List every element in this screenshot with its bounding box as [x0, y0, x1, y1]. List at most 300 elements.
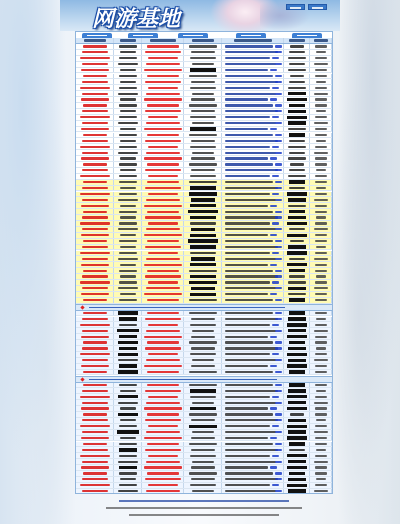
description-cell	[222, 364, 284, 369]
server-name-cell[interactable]	[76, 477, 114, 482]
detail-link-cell[interactable]	[310, 388, 332, 393]
contact-cell	[284, 311, 310, 316]
description-link-ink[interactable]	[270, 128, 277, 130]
cell-text-ink	[315, 75, 328, 77]
server-name-cell[interactable]	[76, 447, 114, 452]
server-name-cell[interactable]	[76, 370, 114, 375]
server-name-cell[interactable]	[76, 280, 114, 285]
detail-link-cell[interactable]	[310, 245, 332, 250]
description-link-ink[interactable]	[270, 69, 277, 71]
detail-link-cell[interactable]	[310, 383, 332, 388]
detail-link-cell[interactable]	[310, 346, 332, 351]
server-name-cell[interactable]	[76, 85, 114, 90]
detail-link-cell[interactable]	[310, 192, 332, 197]
detail-link-cell[interactable]	[310, 91, 332, 96]
server-name-cell[interactable]	[76, 394, 114, 399]
description-link-ink[interactable]	[270, 98, 277, 100]
description-link-ink[interactable]	[275, 104, 282, 106]
server-name-cell[interactable]	[76, 251, 114, 256]
detail-link-cell[interactable]	[310, 400, 332, 405]
server-name-cell[interactable]	[76, 97, 114, 102]
server-name-cell[interactable]	[76, 162, 114, 167]
cell-text-ink	[82, 187, 109, 189]
cell-text-ink	[225, 330, 276, 332]
server-name-cell[interactable]	[76, 317, 114, 322]
server-name-cell[interactable]	[76, 245, 114, 250]
description-link-ink[interactable]	[272, 146, 279, 148]
server-name-cell[interactable]	[76, 334, 114, 339]
detail-link-cell[interactable]	[310, 256, 332, 261]
cell-text-ink	[225, 211, 273, 213]
description-cell	[222, 442, 284, 447]
description-link-ink[interactable]	[275, 270, 282, 272]
detail-link-cell[interactable]	[310, 62, 332, 67]
server-line-cell	[114, 74, 142, 79]
server-name-cell[interactable]	[76, 358, 114, 363]
detail-link-cell[interactable]	[310, 436, 332, 441]
description-link-ink[interactable]	[272, 116, 279, 118]
description-link-ink[interactable]	[275, 181, 282, 183]
cell-text-ink	[192, 461, 214, 463]
server-name-cell[interactable]	[76, 215, 114, 220]
contact-cell	[284, 115, 310, 120]
open-time-cell	[142, 44, 184, 49]
detail-link-cell[interactable]	[310, 358, 332, 363]
cell-text-ink	[316, 419, 327, 421]
detail-link-cell[interactable]	[310, 406, 332, 411]
cell-text-ink	[81, 69, 109, 71]
description-link-ink[interactable]	[275, 187, 282, 189]
detail-link-cell[interactable]	[310, 150, 332, 155]
description-link-ink[interactable]	[270, 234, 277, 236]
server-name-cell[interactable]	[76, 79, 114, 84]
description-link-ink[interactable]	[275, 240, 282, 242]
description-link-ink[interactable]	[275, 51, 282, 53]
cell-text-ink	[148, 353, 178, 355]
description-link-ink[interactable]	[275, 461, 282, 463]
detail-link-cell[interactable]	[310, 115, 332, 120]
description-link-ink[interactable]	[275, 419, 282, 421]
description-link-ink[interactable]	[270, 264, 277, 266]
detail-link-cell[interactable]	[310, 79, 332, 84]
description-link-ink[interactable]	[275, 330, 282, 332]
column-header	[184, 38, 222, 43]
server-name-cell[interactable]	[76, 442, 114, 447]
description-link-ink[interactable]	[272, 222, 279, 224]
server-name-cell[interactable]	[76, 298, 114, 303]
server-name-cell[interactable]	[76, 459, 114, 464]
server-name-cell[interactable]	[76, 209, 114, 214]
server-name-cell[interactable]	[76, 203, 114, 208]
server-name-cell[interactable]	[76, 127, 114, 132]
detail-link-cell[interactable]	[310, 286, 332, 291]
description-link-ink[interactable]	[270, 293, 277, 295]
contact-cell	[284, 127, 310, 132]
contact-cell	[284, 352, 310, 357]
detail-link-cell[interactable]	[310, 156, 332, 161]
server-type-cell	[184, 262, 222, 267]
server-name-cell[interactable]	[76, 418, 114, 423]
detail-link-cell[interactable]	[310, 133, 332, 138]
detail-link-cell[interactable]	[310, 251, 332, 256]
server-name-cell[interactable]	[76, 311, 114, 316]
cell-text-ink	[316, 140, 327, 142]
cell-text-ink	[315, 104, 328, 106]
server-name-cell[interactable]	[76, 186, 114, 191]
detail-link-cell[interactable]	[310, 144, 332, 149]
footer-links-ink[interactable]	[119, 500, 289, 502]
server-name-cell[interactable]	[76, 133, 114, 138]
server-name-cell[interactable]	[76, 192, 114, 197]
description-link-ink[interactable]	[275, 318, 282, 320]
server-name-cell[interactable]	[76, 144, 114, 149]
detail-link-cell[interactable]	[310, 162, 332, 167]
detail-link-cell[interactable]	[310, 109, 332, 114]
server-name-cell[interactable]	[76, 340, 114, 345]
detail-link-cell[interactable]	[310, 418, 332, 423]
server-name-cell[interactable]	[76, 388, 114, 393]
server-name-cell[interactable]	[76, 221, 114, 226]
description-link-ink[interactable]	[270, 437, 277, 439]
detail-link-cell[interactable]	[310, 268, 332, 273]
server-name-cell[interactable]	[76, 109, 114, 114]
server-name-cell[interactable]	[76, 233, 114, 238]
detail-link-cell[interactable]	[310, 453, 332, 458]
server-name-cell[interactable]	[76, 115, 114, 120]
add-favorite-button[interactable]	[308, 4, 327, 10]
description-link-ink[interactable]	[272, 353, 279, 355]
cell-text-ink	[81, 365, 109, 367]
server-name-cell[interactable]	[76, 168, 114, 173]
server-name-cell[interactable]	[76, 489, 114, 494]
detail-link-cell[interactable]	[310, 239, 332, 244]
description-link-ink[interactable]	[275, 359, 282, 361]
description-link-ink[interactable]	[272, 455, 279, 457]
cell-text-ink	[225, 437, 268, 439]
server-name-cell[interactable]	[76, 197, 114, 202]
description-link-ink[interactable]	[275, 140, 282, 142]
server-line-cell	[114, 62, 142, 67]
server-name-cell[interactable]	[76, 56, 114, 61]
server-type-cell	[184, 245, 222, 250]
detail-link-cell[interactable]	[310, 274, 332, 279]
server-name-cell[interactable]	[76, 68, 114, 73]
description-link-ink[interactable]	[272, 281, 279, 283]
detail-link-cell[interactable]	[310, 394, 332, 399]
detail-link-cell[interactable]	[310, 56, 332, 61]
description-link-ink[interactable]	[270, 365, 277, 367]
description-link-ink[interactable]	[275, 443, 282, 445]
detail-link-cell[interactable]	[310, 186, 332, 191]
description-link-ink[interactable]	[275, 371, 282, 373]
server-name-cell[interactable]	[76, 91, 114, 96]
contact-cell	[284, 121, 310, 126]
server-name-cell[interactable]	[76, 150, 114, 155]
server-name-cell[interactable]	[76, 44, 114, 49]
server-name-cell[interactable]	[76, 430, 114, 435]
contact-cell	[284, 209, 310, 214]
open-time-cell	[142, 334, 184, 339]
description-link-ink[interactable]	[275, 81, 282, 83]
description-cell	[222, 394, 284, 399]
description-link-ink[interactable]	[272, 193, 279, 195]
detail-link-cell[interactable]	[310, 280, 332, 285]
description-link-ink[interactable]	[275, 472, 282, 474]
cell-text-ink	[290, 163, 305, 165]
server-name-cell[interactable]	[76, 328, 114, 333]
detail-link-cell[interactable]	[310, 85, 332, 90]
server-name-cell[interactable]	[76, 352, 114, 357]
server-type-cell	[184, 400, 222, 405]
detail-link-cell[interactable]	[310, 262, 332, 267]
description-link-ink[interactable]	[275, 478, 282, 480]
column-header	[142, 38, 184, 43]
cell-text-ink	[145, 390, 181, 392]
detail-link-cell[interactable]	[310, 430, 332, 435]
redacted-text	[288, 245, 306, 248]
description-link-ink[interactable]	[272, 396, 279, 398]
detail-link-cell[interactable]	[310, 459, 332, 464]
description-link-ink[interactable]	[272, 324, 279, 326]
detail-link-cell[interactable]	[310, 311, 332, 316]
server-name-cell[interactable]	[76, 103, 114, 108]
server-line-cell	[114, 121, 142, 126]
server-name-cell[interactable]	[76, 262, 114, 267]
contact-cell	[284, 150, 310, 155]
detail-link-cell[interactable]	[310, 50, 332, 55]
detail-link-cell[interactable]	[310, 168, 332, 173]
description-link-ink[interactable]	[275, 299, 282, 301]
description-link-ink[interactable]	[275, 199, 282, 201]
detail-link-cell[interactable]	[310, 442, 332, 447]
server-name-cell[interactable]	[76, 256, 114, 261]
description-link-ink[interactable]	[270, 157, 277, 159]
contact-cell	[284, 317, 310, 322]
detail-link-cell[interactable]	[310, 370, 332, 375]
description-link-ink[interactable]	[275, 431, 282, 433]
server-name-cell[interactable]	[76, 383, 114, 388]
description-link-ink[interactable]	[270, 466, 277, 468]
server-name-cell[interactable]	[76, 292, 114, 297]
server-name-cell[interactable]	[76, 62, 114, 67]
server-name-cell[interactable]	[76, 453, 114, 458]
description-link-ink[interactable]	[275, 110, 282, 112]
open-time-cell	[142, 418, 184, 423]
server-type-cell	[184, 121, 222, 126]
detail-link-cell[interactable]	[310, 174, 332, 179]
server-name-cell[interactable]	[76, 400, 114, 405]
description-link-ink[interactable]	[272, 175, 279, 177]
server-name-cell[interactable]	[76, 174, 114, 179]
redacted-text	[289, 180, 306, 183]
cell-text-ink	[148, 396, 178, 398]
cell-text-ink	[225, 336, 268, 338]
detail-link-cell[interactable]	[310, 215, 332, 220]
detail-link-cell[interactable]	[310, 74, 332, 79]
server-name-cell[interactable]	[76, 121, 114, 126]
server-name-cell[interactable]	[76, 286, 114, 291]
detail-link-cell[interactable]	[310, 471, 332, 476]
redacted-text	[287, 353, 307, 356]
description-link-ink[interactable]	[272, 252, 279, 254]
description-link-ink[interactable]	[275, 163, 282, 165]
server-name-cell[interactable]	[76, 156, 114, 161]
detail-link-cell[interactable]	[310, 97, 332, 102]
contact-cell	[284, 424, 310, 429]
description-link-ink[interactable]	[275, 169, 282, 171]
server-name-cell[interactable]	[76, 50, 114, 55]
description-link-ink[interactable]	[275, 413, 282, 415]
cell-text-ink	[314, 63, 328, 65]
description-link-ink[interactable]	[275, 211, 282, 213]
server-name-cell[interactable]	[76, 322, 114, 327]
server-name-cell[interactable]	[76, 227, 114, 232]
description-link-ink[interactable]	[275, 75, 282, 77]
set-homepage-button[interactable]	[286, 4, 305, 10]
detail-link-cell[interactable]	[310, 138, 332, 143]
server-name-cell[interactable]	[76, 74, 114, 79]
description-link-ink[interactable]	[275, 449, 282, 451]
site-logo[interactable]: 网游基地	[92, 7, 181, 31]
cell-text-ink	[80, 425, 110, 427]
cell-text-ink	[147, 413, 179, 415]
contact-cell	[284, 406, 310, 411]
description-link-ink[interactable]	[275, 134, 282, 136]
server-type-cell	[184, 79, 222, 84]
detail-link-cell[interactable]	[310, 477, 332, 482]
detail-link-cell[interactable]	[310, 209, 332, 214]
description-link-ink[interactable]	[275, 63, 282, 65]
server-name-cell[interactable]	[76, 274, 114, 279]
detail-link-cell[interactable]	[310, 298, 332, 303]
description-link-ink[interactable]	[275, 312, 282, 314]
server-name-cell[interactable]	[76, 412, 114, 417]
cell-text-ink	[315, 128, 327, 130]
description-cell	[222, 144, 284, 149]
server-name-cell[interactable]	[76, 180, 114, 185]
description-link-ink[interactable]	[272, 425, 279, 427]
description-link-ink[interactable]	[275, 246, 282, 248]
server-name-cell[interactable]	[76, 364, 114, 369]
description-link-ink[interactable]	[275, 45, 282, 47]
server-name-cell[interactable]	[76, 471, 114, 476]
cell-text-ink	[120, 157, 137, 159]
description-link-ink[interactable]	[275, 93, 282, 95]
detail-link-cell[interactable]	[310, 317, 332, 322]
description-link-ink[interactable]	[275, 122, 282, 124]
detail-link-cell[interactable]	[310, 328, 332, 333]
description-link-ink[interactable]	[275, 390, 282, 392]
open-time-cell	[142, 370, 184, 375]
server-name-cell[interactable]	[76, 483, 114, 488]
description-link-ink[interactable]	[272, 484, 279, 486]
cell-text-ink	[225, 246, 278, 248]
cell-text-ink	[192, 152, 214, 154]
detail-link-cell[interactable]	[310, 489, 332, 494]
cell-text-ink	[225, 87, 270, 89]
description-link-ink[interactable]	[275, 384, 282, 386]
description-link-ink[interactable]	[275, 152, 282, 154]
description-link-ink[interactable]	[270, 407, 277, 409]
server-name-cell[interactable]	[76, 406, 114, 411]
server-name-cell[interactable]	[76, 424, 114, 429]
detail-link-cell[interactable]	[310, 412, 332, 417]
description-link-ink[interactable]	[275, 275, 282, 277]
detail-link-cell[interactable]	[310, 221, 332, 226]
server-line-cell	[114, 364, 142, 369]
detail-link-cell[interactable]	[310, 322, 332, 327]
cell-text-ink	[120, 234, 137, 236]
detail-link-cell[interactable]	[310, 180, 332, 185]
description-link-ink[interactable]	[272, 87, 279, 89]
description-link-ink[interactable]	[275, 341, 282, 343]
detail-link-cell[interactable]	[310, 292, 332, 297]
open-time-cell	[142, 424, 184, 429]
server-name-cell[interactable]	[76, 268, 114, 273]
server-name-cell[interactable]	[76, 465, 114, 470]
description-link-ink[interactable]	[275, 216, 282, 218]
server-name-cell[interactable]	[76, 436, 114, 441]
cell-text-ink	[225, 57, 270, 59]
detail-link-cell[interactable]	[310, 352, 332, 357]
redacted-text	[119, 448, 137, 451]
cell-text-ink	[288, 57, 306, 59]
server-name-cell[interactable]	[76, 239, 114, 244]
detail-link-cell[interactable]	[310, 203, 332, 208]
cell-text-ink	[315, 466, 327, 468]
server-type-cell	[184, 186, 222, 191]
description-link-ink[interactable]	[270, 336, 277, 338]
description-link-ink[interactable]	[270, 205, 277, 207]
contact-cell	[284, 56, 310, 61]
server-type-cell	[184, 74, 222, 79]
description-link-ink[interactable]	[275, 347, 282, 349]
cell-text-ink	[146, 122, 180, 124]
open-time-cell	[142, 215, 184, 220]
cell-text-ink	[316, 318, 327, 320]
detail-link-cell[interactable]	[310, 447, 332, 452]
cell-text-ink	[145, 169, 181, 171]
detail-link-cell[interactable]	[310, 227, 332, 232]
detail-link-cell[interactable]	[310, 424, 332, 429]
server-name-cell[interactable]	[76, 138, 114, 143]
detail-link-cell[interactable]	[310, 44, 332, 49]
server-name-cell[interactable]	[76, 346, 114, 351]
description-link-ink[interactable]	[275, 490, 282, 492]
server-type-cell	[184, 115, 222, 120]
cell-text-ink	[145, 478, 181, 480]
detail-link-cell[interactable]	[310, 233, 332, 238]
description-link-ink[interactable]	[275, 287, 282, 289]
description-link-ink[interactable]	[272, 57, 279, 59]
detail-link-cell[interactable]	[310, 364, 332, 369]
detail-link-cell[interactable]	[310, 68, 332, 73]
detail-link-cell[interactable]	[310, 103, 332, 108]
detail-link-cell[interactable]	[310, 340, 332, 345]
detail-link-cell[interactable]	[310, 465, 332, 470]
detail-link-cell[interactable]	[310, 197, 332, 202]
cell-text-ink	[289, 258, 304, 260]
description-link-ink[interactable]	[275, 228, 282, 230]
description-link-ink[interactable]	[275, 258, 282, 260]
detail-link-cell[interactable]	[310, 334, 332, 339]
description-link-ink[interactable]	[275, 402, 282, 404]
detail-link-cell[interactable]	[310, 121, 332, 126]
detail-link-cell[interactable]	[310, 483, 332, 488]
server-line-cell	[114, 280, 142, 285]
detail-link-cell[interactable]	[310, 127, 332, 132]
cell-text-ink	[145, 246, 181, 248]
